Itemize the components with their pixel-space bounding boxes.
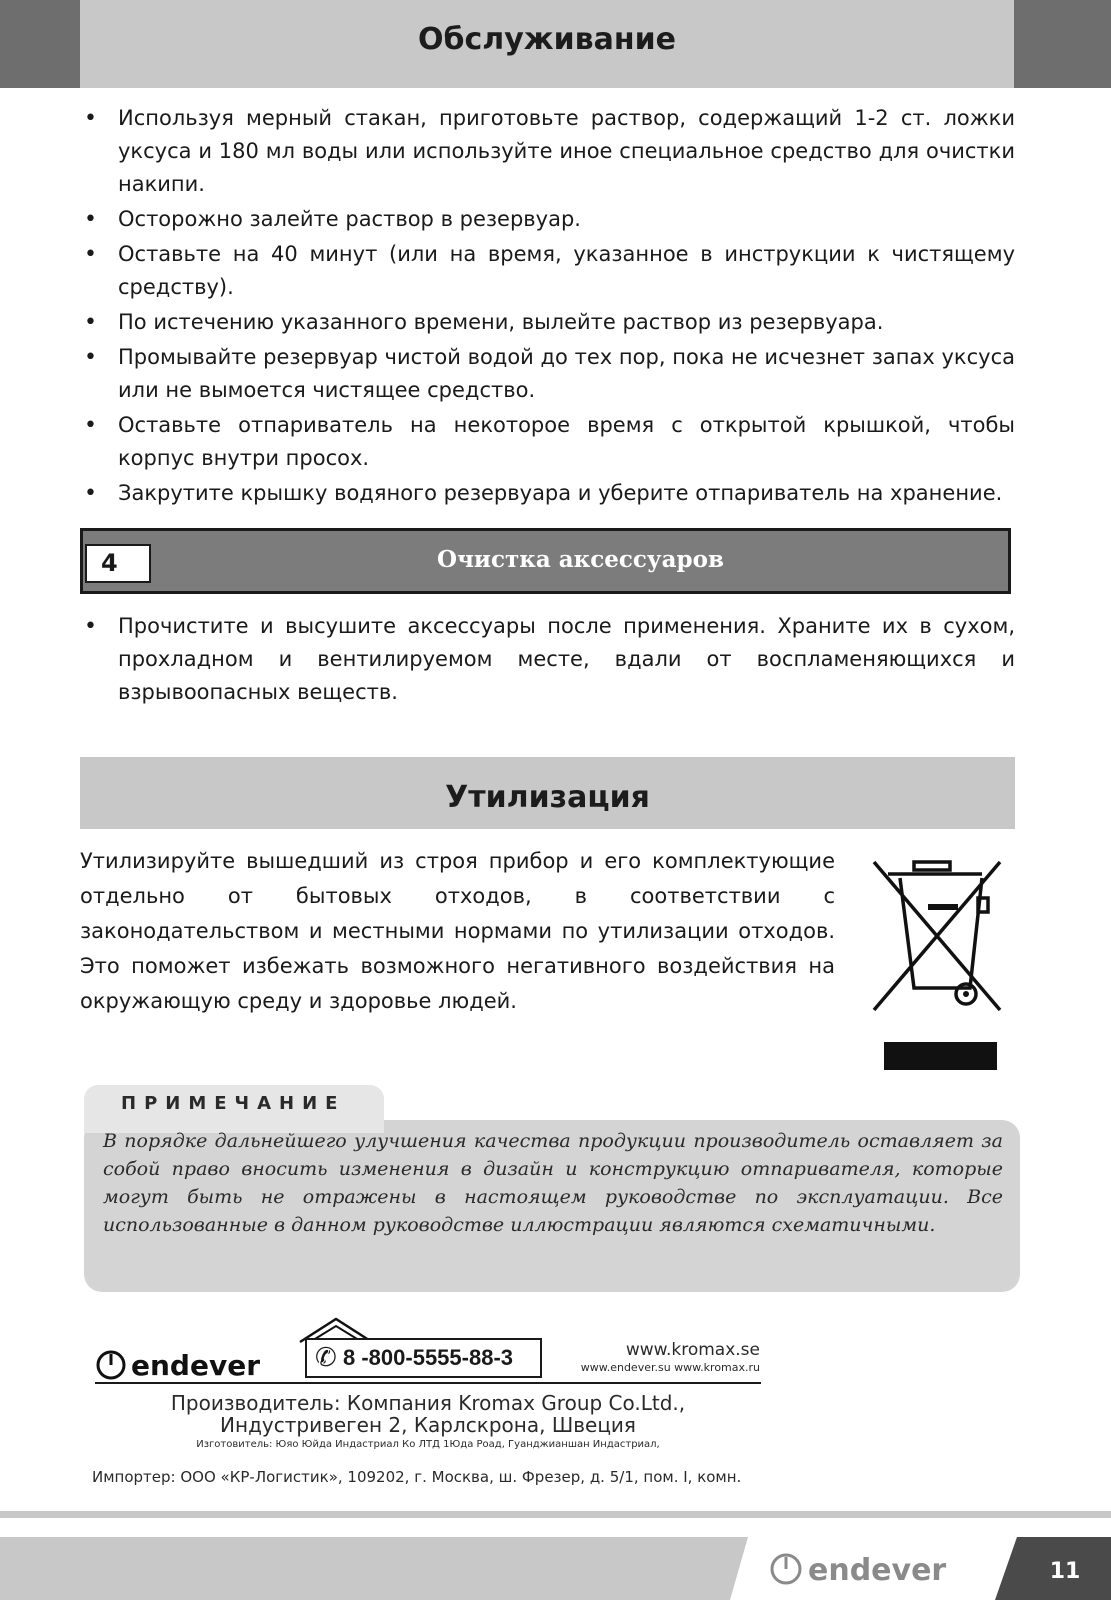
maintenance-list bbox=[80, 102, 1015, 512]
section-title: Очистка аксессуаров bbox=[437, 546, 724, 573]
list-item: • Промывайте резервуар чистой водой до тех пор, пока не исчезнет запах уксуса или не вымоется чистящее средство. bbox=[80, 341, 1015, 407]
maker-small-print: Изготовитель: Юяо Юйда Индастриал Ко ЛТД 1Юда Роад, Гуанджианшан Индастриал, bbox=[196, 1439, 660, 1450]
section-header-accessories bbox=[80, 528, 1011, 594]
note-text: В порядке дальнейшего улучшения качества продукции производитель оставляет за собой право вносить изменения в дизайн и конструкцию отпаривателя, которые могут быть не отражены в настоящем руководстве по эксплуатации. Все использованные в данном руководстве иллюстрации являются схематичными. bbox=[103, 1130, 1003, 1236]
disposal-title: Утилизация bbox=[445, 780, 650, 815]
list-item: • Используя мерный стакан, приготовьте раствор, содержащий 1-2 ст. ложки уксуса и 180 мл воды или используйте иное специальное средство для очистки накипи. bbox=[80, 102, 1015, 201]
list-item: • По истечению указанного времени, вылейте раствор из резервуара. bbox=[80, 306, 1015, 339]
endever-logo-bottom bbox=[768, 1547, 973, 1591]
phone-icon: ✆ bbox=[315, 1343, 337, 1373]
importer-info: Импортер: ООО «КР-Логистик», 109202, г. Москва, ш. Фрезер, д. 5/1, пом. I, комн. bbox=[92, 1468, 742, 1486]
section-number: 4 bbox=[85, 544, 151, 583]
crossed-out-wheelie-bin-icon bbox=[870, 860, 1010, 1020]
endever-logo bbox=[95, 1345, 280, 1385]
manufacturer-line-1: Производитель: Компания Kromax Group Co.Ltd., bbox=[170, 1391, 686, 1415]
footer-divider bbox=[95, 1382, 761, 1384]
url-secondary: www.endever.su www.kromax.ru bbox=[580, 1361, 760, 1374]
weee-marking-bar bbox=[884, 1042, 997, 1070]
list-item: • Оставьте на 40 минут (или на время, указанное в инструкции к чистящему средству). bbox=[80, 238, 1015, 304]
page-number: 11 bbox=[1049, 1559, 1081, 1584]
page-title: Обслуживание bbox=[418, 22, 676, 57]
note-label: ПРИМЕЧАНИЕ bbox=[121, 1093, 346, 1114]
url-main: www.kromax.se bbox=[625, 1340, 760, 1360]
svg-text:endever: endever bbox=[131, 1349, 261, 1382]
disposal-text: Утилизируйте вышедший из строя прибор и его комплектующие отдельно от бытовых отходов, в соответствии с законодательством и местными нормами по утилизации отходов. Это поможет избежать возможного негативного воздействия на окружающую среду и здоровье людей. bbox=[80, 849, 835, 1013]
list-item: • Прочистите и высушите аксессуары после применения. Храните их в сухом, прохладном и вентилируемом месте, вдали от воспламеняющихся и взрывоопасных веществ. bbox=[80, 610, 1015, 709]
bottom-divider bbox=[0, 1511, 1111, 1518]
hotline-number: 8 -800-5555-88-3 bbox=[343, 1345, 514, 1370]
list-item: • Оставьте отпариватель на некоторое время с открытой крышкой, чтобы корпус внутри просох. bbox=[80, 409, 1015, 475]
manufacturer-line-2: Индустривеген 2, Карлскрона, Швеция bbox=[220, 1413, 636, 1437]
list-item: • Осторожно залейте раствор в резервуар. bbox=[80, 203, 1015, 236]
svg-text:endever: endever bbox=[808, 1553, 947, 1588]
hotline-box bbox=[305, 1338, 542, 1378]
list-item: • Закрутите крышку водяного резервуара и уберите отпариватель на хранение. bbox=[80, 477, 1015, 510]
header-accent-right bbox=[1014, 0, 1111, 88]
accessories-list bbox=[80, 610, 1015, 709]
header-accent-left bbox=[0, 0, 80, 88]
